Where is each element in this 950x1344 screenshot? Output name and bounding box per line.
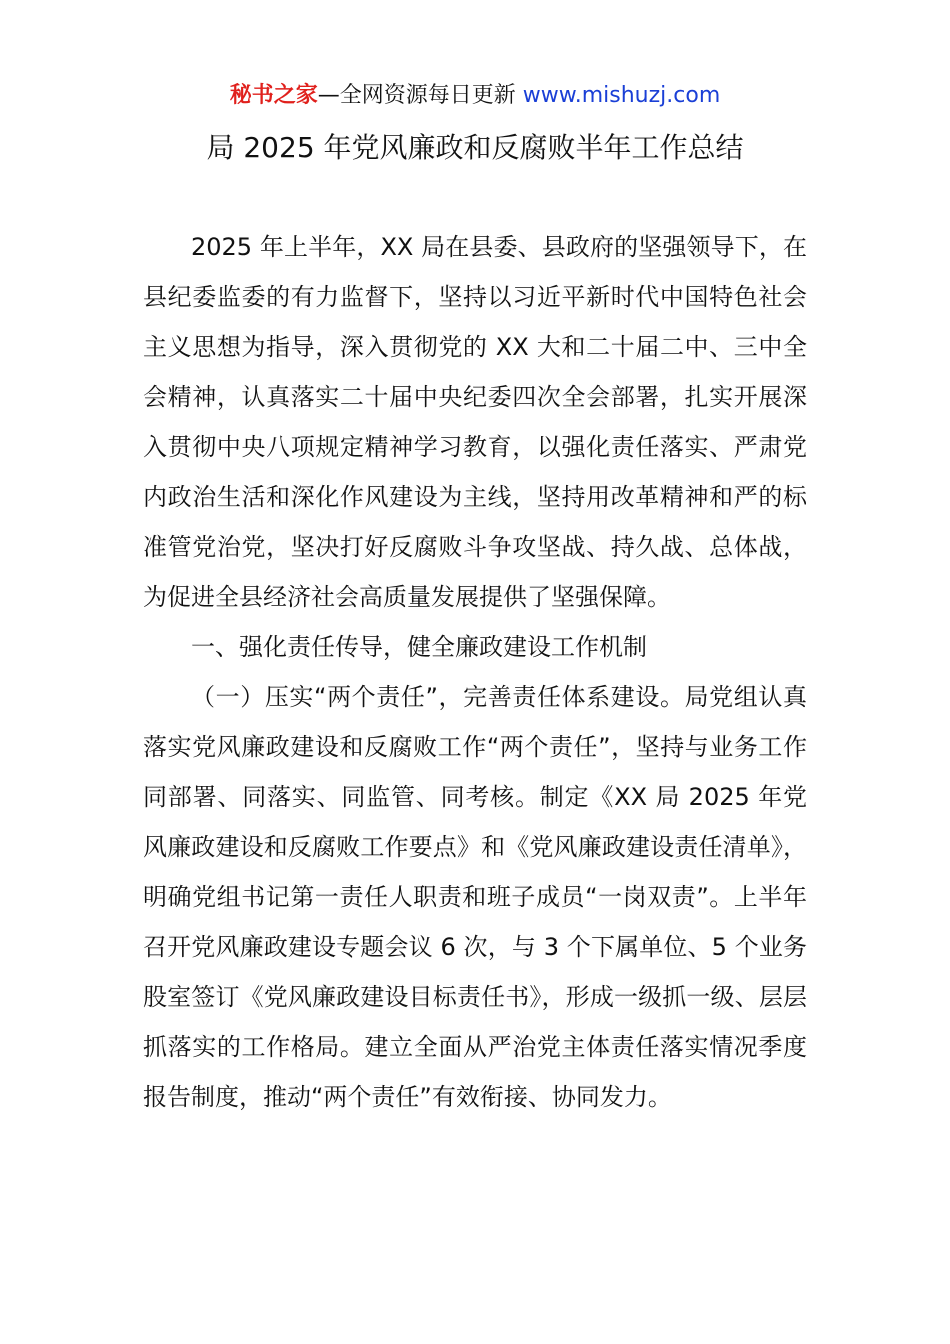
site-header — [0, 80, 950, 112]
site-link[interactable]: www.mishuzj.com — [522, 83, 721, 108]
document-body — [143, 222, 807, 1122]
section-heading-1: 一、强化责任传导，健全廉政建设工作机制 — [191, 633, 647, 661]
intro-paragraph: 2025 年上半年，XX 局在县委、县政府的坚强领导下，在县纪委监委的有力监督下，坚持以习近平新时代中国特色社会主义思想为指导，深入贯彻党的 XX 大和二十届二中、三中全会精神，认真落实二十届中央纪委四次全会部署，扎实开展深入贯彻中央八项规定精神学习教育，以强化责任落实、严肃党内政治生活和深化作风建设为主线，坚持用改革精神和严的标准管党治党，坚决打好反腐败斗争攻坚战、持久战、总体战，为促进全县经济社会高质量发展提供了坚强保障。 — [143, 233, 807, 611]
brand-name: 秘书之家 — [229, 83, 318, 108]
header-tagline: —全网资源每日更新 — [317, 83, 523, 108]
document-title: 局 2025 年党风廉政和反腐败半年工作总结 — [206, 131, 744, 164]
section-1-paragraph-1: （一）压实“两个责任”，完善责任体系建设。局党组认真落实党风廉政建设和反腐败工作“两个责任”，坚持与业务工作同部署、同落实、同监管、同考核。制定《XX 局 2025 年党风廉政建设和反腐败工作要点》和《党风廉政建设责任清单》，明确党组书记第一责任人职责和班子成员“一岗双责”。上半年召开党风廉政建设专题会议 6 次，与 3 个下属单位、5 个业务股室签订《党风廉政建设目标责任书》，形成一级抓一级、层层抓落实的工作格局。建立全面从严治党主体责任落实情况季度报告制度，推动“两个责任”有效衔接、协同发力。 — [143, 683, 807, 1111]
